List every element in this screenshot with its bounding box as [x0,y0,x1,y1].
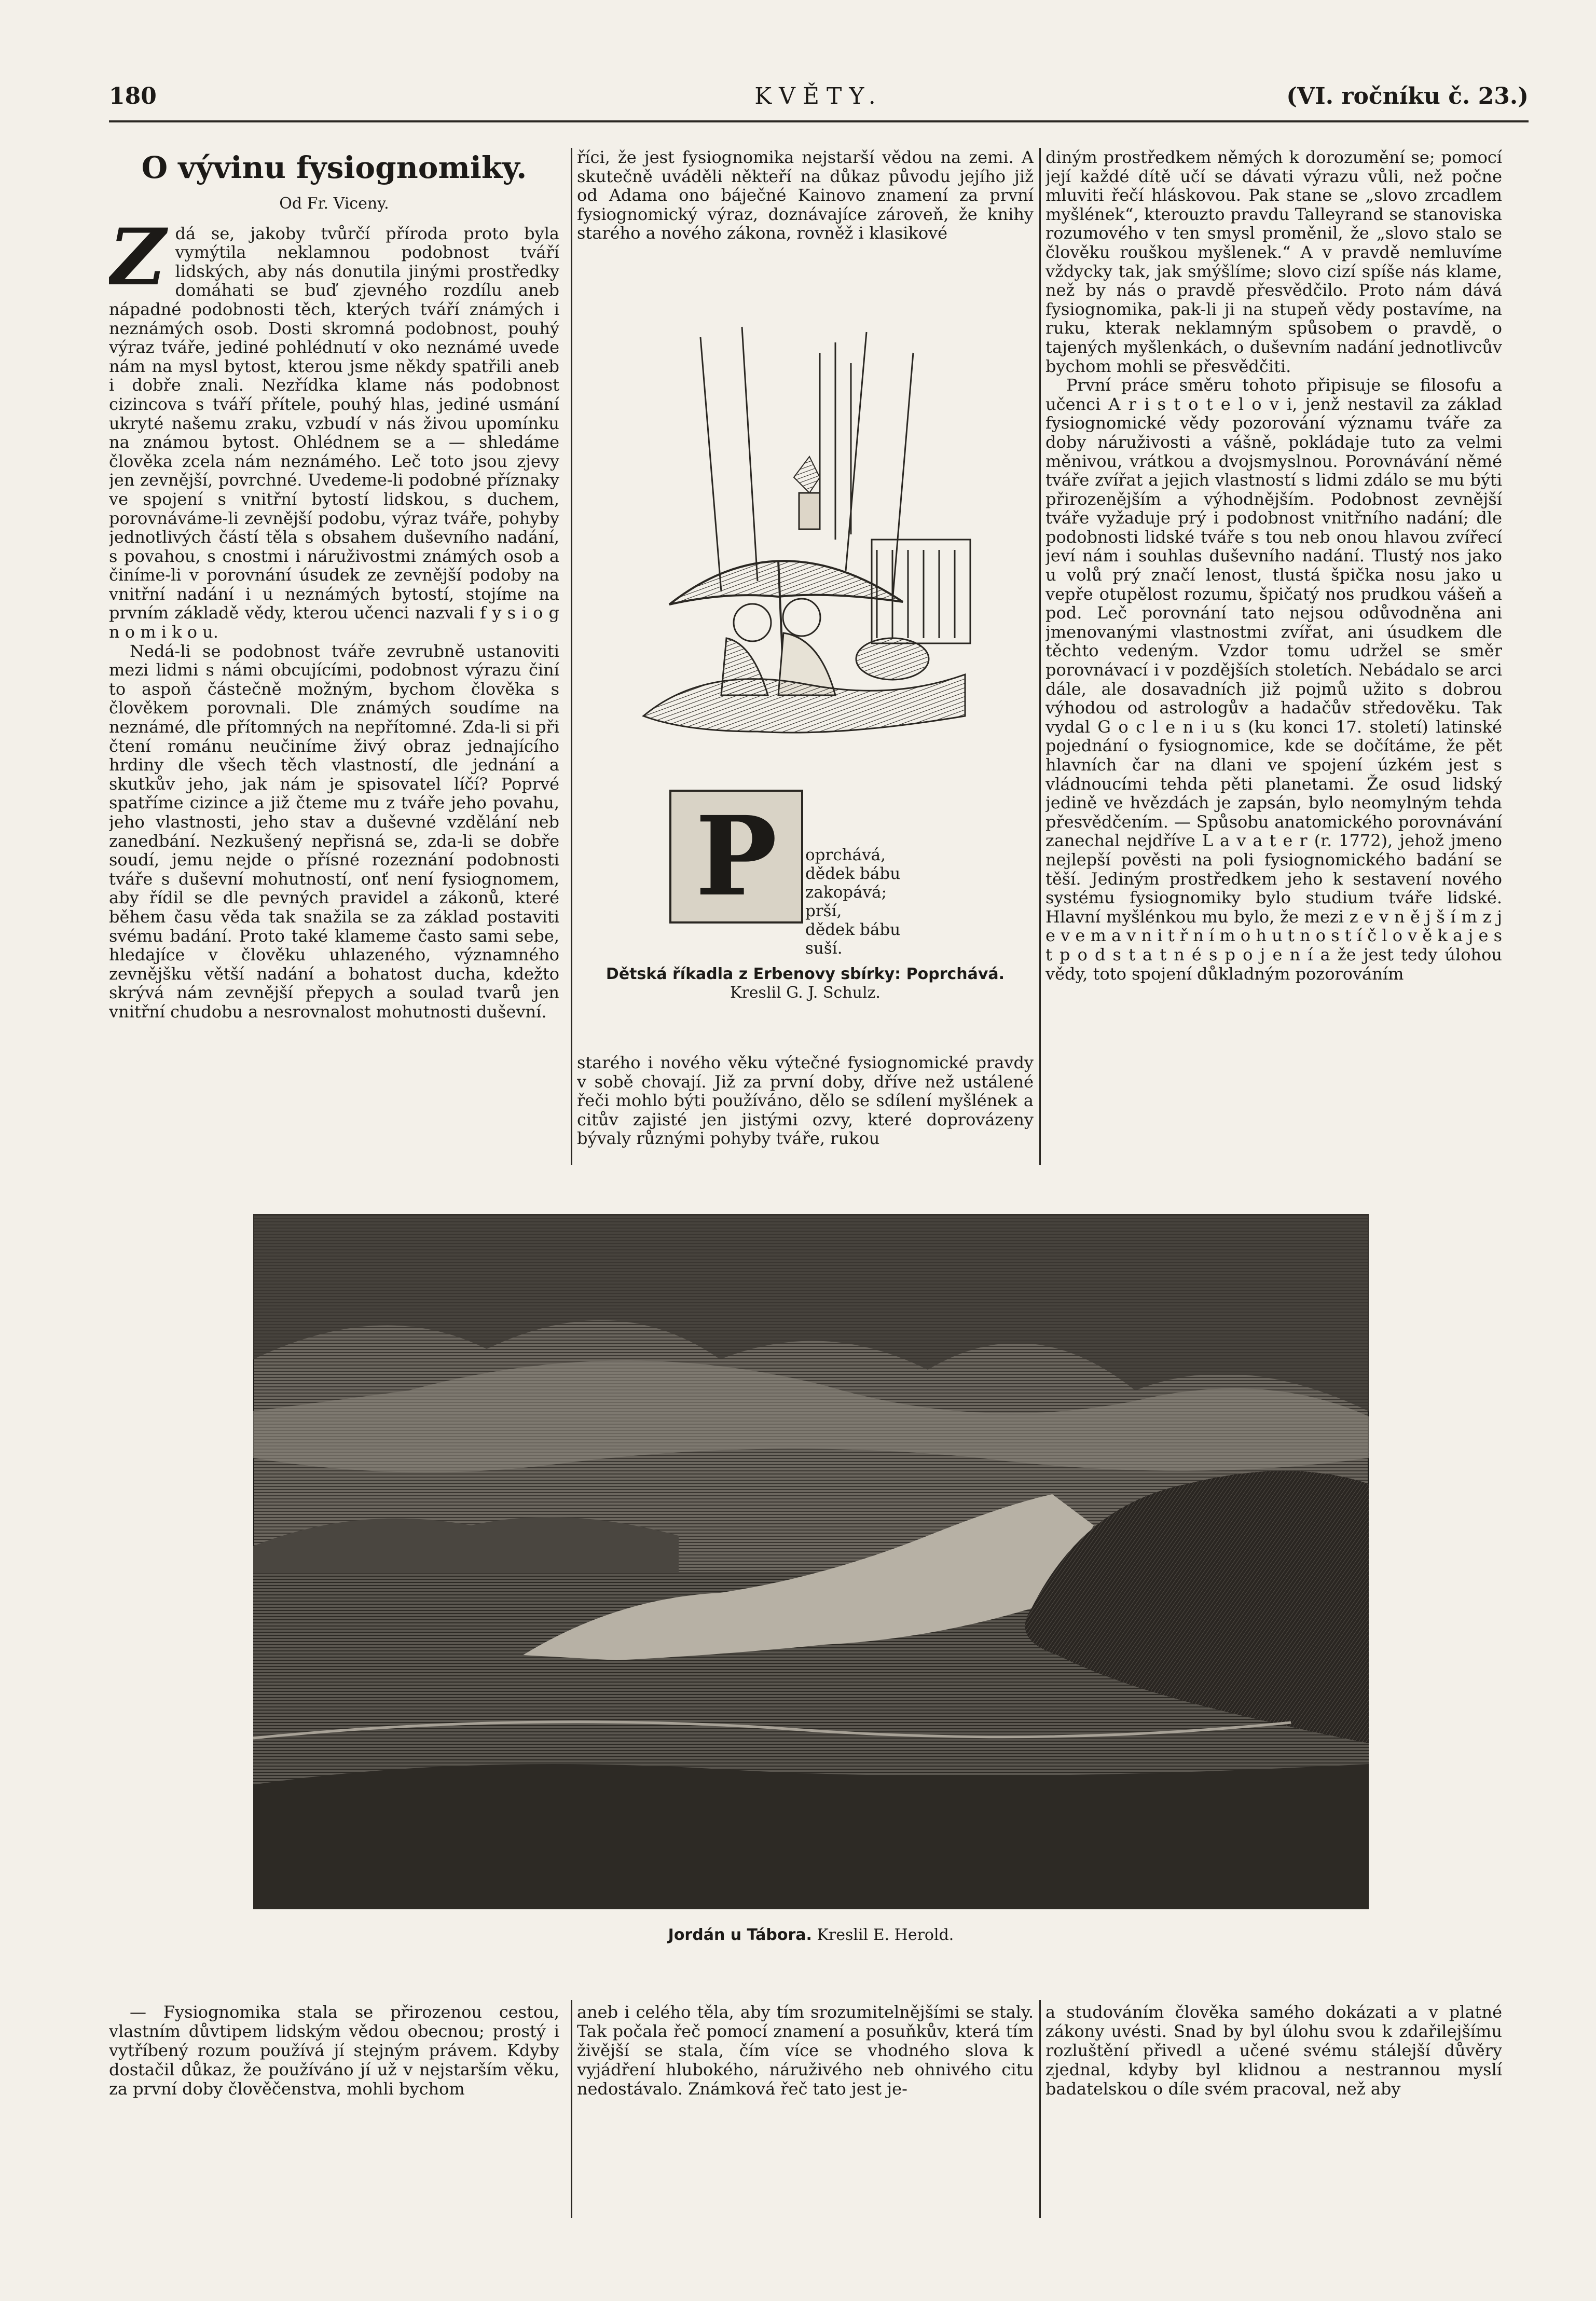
rhyme-line: dědek bábu [805,920,901,939]
header-rule [109,120,1529,122]
page-number: 180 [109,83,157,109]
rhyme-line: dědek bábu [805,864,901,883]
paragraph: První práce směru tohoto připisuje se filosofu a učenci A r i s t o t e l o v i, jenž nestavil za základ fysiognomické vědy pozorování významu tváře za doby náruživosti a vášně, pokládaje tuto za velmi měnivou, vrátkou a dvojsmyslnou. Porovnávání němé tváře zvířat a jejich vlastností s lidmi zdálo se mu býti přirozenějším a výhodnějším. Podobnost zevnější tváře vyžaduje prý i podobnost vnitřního nadání; dle podobnosti lidské tváře s tou neb onou hlavou zvířecí jeví nám i souhlas duševního nadání. Tlustý nos jako u volů prý značí lenost, tlustá špička nosu jako u vepře otupělost rozumu, špičatý nos prudkou vášeň a pod. Leč porovnání tato nejsou odůvodněna ani jmenovanými vlastnostmi zvířat, ani úsudkem dle těchto vedeným. Vzdor tomu udržel se směr porovnávací i v pozdějších stoletích. Nebádalo se arci dále, ale dosavadních již pojmů užito s dobrou výhodou od astrologův a hadačův středověku. Tak vydal G o c l e n i u s (ku konci 17. století) latinské pojednání o fysiognomice, kde se dočítáme, že pět hlavních čar na dlani ve spojení úzkém jest s vládnoucími tehda pěti planetami. Že osud lidský jedině ve hvězdách je zapsán, bylo neomylným tehda přesvědčením. — Spůsobu anatomického porovnávání zanechal nejdříve L a v a t e r (r. 1772), jehož jmeno nejlepší pověsti na poli fysiognomického badání se těší. Jediným prostředkem jeho k sestavení nového systému fysiognomiky bylo studium tváře lidské. Hlavní myšlénkou mu bylo, že mezi z e v n ě j š í m z j e v e m a v n i t ř n í m o h u t n o s t í č l o v ě k a j e s t p o d s t a t n é s p o j e n í a že jest tedy úlohou vědy, toto spojení důkladným pozorováním [1045,375,1502,984]
article-column-2-bottom [577,1053,1034,1167]
article-column-2-top [577,148,1034,267]
rhyme-caption-credit: Kreslil G. J. Schulz. [730,984,880,1002]
rhyme-caption [577,965,1034,1002]
rhyme-initial-letter: P [669,790,803,924]
article-column-1 [109,148,559,1165]
page-header [109,83,1529,119]
article-bottom-column-3 [1045,2003,1502,2221]
column-divider [571,148,572,1165]
rhyme-line: oprchává, [805,846,886,864]
journal-title: KVĚTY. [754,83,883,109]
column-divider [571,2000,572,2218]
landscape-caption [253,1926,1369,1945]
landscape-caption-credit: Kreslil E. Herold. [817,1926,954,1944]
rhyme-verse [805,846,900,958]
article-bottom-column-2 [577,2003,1034,2221]
rhyme-line: prší, [805,902,842,920]
paragraph: říci, že jest fysiognomika nejstarší vědou na zemi. A skutečně uváděli někteří na důkaz původu jejího již od Adama ono báječné Kainovo znamení za první fysiognomický výraz, doznávajíce zároveň, že knihy starého a nového zákona, rovněž i klasikové [577,148,1034,243]
drop-cap: Z [109,211,166,303]
column-divider [1039,2000,1041,2218]
paragraph: diným prostředkem němých k dorozumění se; pomocí její každé dítě učí se dávati výrazu vůli, než počne mluviti řečí hláskovou. Pak stane se „slovo zrcadlem myšlének“, kterouzto pravdu Talleyrand se stanoviska rozumového v ten smysl proměnil, že „slovo stalo se člověku rouškou myšlenek.“ A v pravdě nemluvíme vždycky tak, jak smýšlíme; slovo cizí spíše nás klame, než by nás o pravdě přesvědčilo. Proto nám dává fysiognomika, pak-li ji na stupeň vědy postavíme, na ruku, kterak neklamným spůsobem o pravdě, o tajených myšlenkách, o duševním nadání jednotlivcův bychom mohli se přesvědčiti. [1045,148,1502,376]
column-divider [1039,148,1041,1165]
article-title: O vývinu fysiognomiky. [141,150,527,185]
rhyme-line: zakopává; [805,883,887,902]
article-column-3 [1045,148,1502,1165]
rhyme-line: suší. [805,939,843,958]
children-umbrella-illustration [623,322,986,778]
paragraph: dá se, jakoby tvůrčí příroda proto byla vymýtila neklamnou podobnost tváří lidských, aby nás donutila jinými prostředky domáhati se buď zjevného rozdílu aneb nápadné podobnosti těch, kterých tváří známých i neznámých osob. Dosti skromná podobnost, pouhý výraz tváře, jediné pohlédnutí v oko neznámé uvede nám na mysl bytost, kterou jsme někdy spatřili aneb i dobře znali. Nezřídka klame nás podobnost cizincova s tváří přítele, pouhý hlas, jediné usmání ukryté našemu zraku, vzbudí v nás živou upomínku na známou bytost. Ohlédnem se a — shledáme člověka zcela nám neznámého. Leč toto jsou zjevy jen zevnější, povrchné. Uvedeme-li podobné příznaky ve spojení s vnitřní bytostí lidskou, s duchem, porovnáváme-li zevnější podobu, výraz tváře, pohyby jednotlivých částí těla s obsahem duševního nadání, s povahou, s cnostmi i náruživostmi známých osob a činíme-li v porovnání úsudek ze zevnější podoby na vnitřní nadání i u neznámých bytostí, stojíme na prvním základě vědy, kterou učenci nazvali f y s i o g n o m i k o u. [109,223,559,642]
volume-info: (VI. ročníku č. 23.) [1286,83,1529,109]
paragraph: a studováním člověka samého dokázati a v platné zákony uvésti. Snad by byl úlohu svou k zdařilejšímu rozluštění přivedl a učené svému stálejší důvěry zjednal, kdyby byl klidnou a nestrannou myslí badatelskou o díle svém pracoval, než aby [1045,2003,1502,2099]
paragraph: — Fysiognomika stala se přirozenou cestou, vlastním důvtipem lidským vědou obecnou; prostý i vytříbený rozum používá jí stejným právem. Kdyby dostačil důkaz, že používáno jí už v nejstarším věku, za první doby člověčenstva, mohli bychom [109,2003,559,2099]
rhyme-caption-title: Dětská říkadla z Erbenovy sbírky: Poprchává. [606,965,1005,983]
jordan-landscape-engraving [253,1214,1369,1909]
paragraph: Nedá-li se podobnost tváře zevrubně ustanoviti mezi lidmi s námi obcujícími, podobnost výrazu činí to aspoň částečně možným, bychom člověka s člověkem porovnali. Dle známých soudíme na neznámé, dle přítomných na nepřítomné. Zda-li si při čtení románu neučiníme živý obraz jednajícího hrdiny dle všech těch vlastností, dle jednání a skutkův jeho, jak nám je spisovatel líčí? Poprvé spatříme cizince a již čteme mu z tváře jeho povahu, jeho vlastnosti, jeho stav a duševné vzdělání neb zanedbání. Nezkušený nepřisná se, zda-li se dobře soudí, jemu nejde o přísné rozeznání podobnosti tváře s duševní mohutností, onť není fysiognomem, aby řídil se dle pevných pravidel a zákonů, které během času věda tak snažila se za základ postaviti svému badání. Proto také klameme často sami sebe, hledajíce v člověku uhlazeného, významného zevnějšku větší nadání a bohatost ducha, kdežto skrývá nám zevnější přepych a soulad tvarů jen vnitřní chudobu a nesrovnalost mohutnosti duševní. [109,641,559,1022]
landscape-caption-title: Jordán u Tábora. [668,1926,812,1944]
paragraph: starého i nového věku výtečné fysiognomické pravdy v sobě chovají. Již za první doby, dříve než ustálené řeči mohlo býti používáno, dělo se sdílení myšlének a citův zajisté jen jistými ozvy, které doprovázeny bývaly různými pohyby tváře, rukou [577,1053,1034,1149]
article-author: Od Fr. Viceny. [279,195,389,213]
article-bottom-column-1 [109,2003,559,2221]
paragraph: aneb i celého těla, aby tím srozumitelnějšími se staly. Tak počala řeč pomocí znamení a posuňkův, která tím živější se stala, čím více se vhodného slova k vyjádření hlubokého, náruživého neb ohnivého citu nedostávalo. Známková řeč tato jest je- [577,2003,1034,2099]
